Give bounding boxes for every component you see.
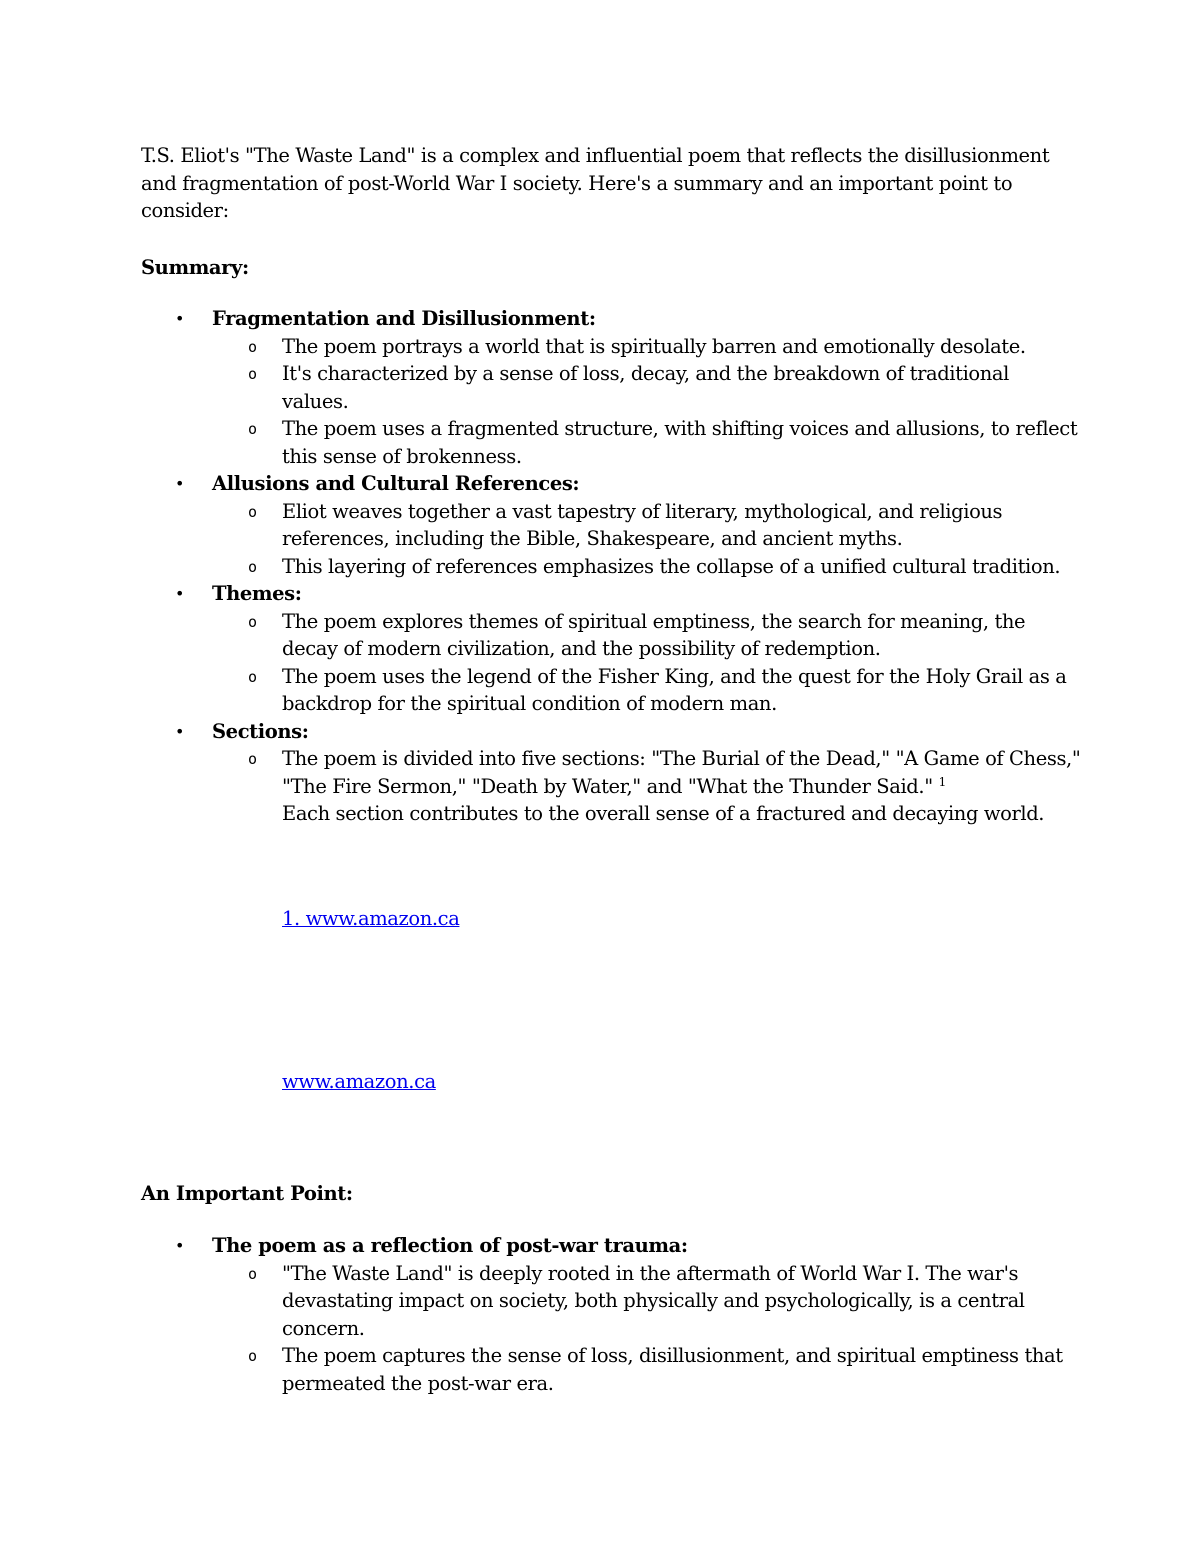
bullet-title: Allusions and Cultural References: [212,472,580,495]
sub-bullet-icon: o [248,502,257,521]
sub-item-text: The poem uses a fragmented structure, with shifting voices and allusions, to reflect this sense of brokenness. [282,417,1078,468]
sub-list-item [141,360,1081,415]
sub-bullet-icon: o [248,365,257,383]
bullet-icon: • [175,584,185,603]
sub-bullet-icon: o [248,1347,257,1365]
sub-item-text: The poem uses the legend of the Fisher King, and the quest for the Holy Grail as a backdrop for the spiritual condition of modern man. [282,664,1067,715]
sub-list-item [141,608,1081,663]
sub-list-item [141,333,1081,361]
bullet-title: Themes: [212,582,302,605]
summary-heading: Summary: [141,256,249,279]
sub-item-text: The poem explores themes of spiritual emptiness, the search for meaning, the decay of modern civilization, and the possibility of redemption. [282,609,1026,660]
list-item [141,1232,1081,1397]
sub-list-item [141,553,1081,581]
footnote-link[interactable]: 1. www.amazon.ca [282,907,460,930]
list-item [141,718,1081,828]
list-item [141,470,1081,580]
source-link[interactable]: www.amazon.ca [282,1070,436,1093]
sub-item-text: It's characterized by a sense of loss, decay, and the breakdown of traditional values. [282,362,1009,413]
sub-item-text: The poem captures the sense of loss, disillusionment, and spiritual emptiness that permeated the post-war era. [282,1344,1063,1395]
sub-bullet-icon: o [248,337,257,356]
sub-item-text: The poem portrays a world that is spiritually barren and emotionally desolate. [282,334,1026,358]
important-heading: An Important Point: [141,1182,353,1205]
footnote-marker: 1 [938,774,946,789]
sub-bullet-icon: o [248,612,257,631]
bullet-title: Fragmentation and Disillusionment: [212,307,596,330]
bullet-icon: • [175,721,185,741]
list-item [141,580,1081,718]
sub-list-item [141,1342,1081,1397]
sections-list-text: The poem is divided into five sections: "The Burial of the Dead," "A Game of Chess," "The Fire Sermon," "Death by Water," and "What the Thunder Said." [282,747,1081,798]
sub-list-item [141,498,1081,553]
list-item [141,305,1081,470]
sub-item-text [211,745,1081,828]
bullet-title: Sections: [212,719,309,743]
bullet-icon: • [175,474,185,493]
sub-list-item [141,663,1081,718]
sub-list-item [141,745,1081,828]
sub-bullet-icon: o [248,1264,257,1283]
summary-list [141,305,1081,828]
sub-item-text: "The Waste Land" is deeply rooted in the aftermath of World War I. The war's devastating impact on society, both physically and psychologically, is a central concern. [282,1261,1025,1340]
sub-list-item [141,1260,1081,1343]
sub-bullet-icon: o [248,750,257,768]
sections-tail-text: Each section contributes to the overall sense of a fractured and decaying world. [282,802,1045,825]
bullet-title: The poem as a reflection of post-war trauma: [212,1234,688,1257]
sub-bullet-icon: o [248,420,257,438]
sub-bullet-icon: o [248,557,257,576]
sub-list-item [141,415,1081,470]
bullet-icon: • [175,309,185,328]
intro-paragraph: T.S. Eliot's "The Waste Land" is a complex and influential poem that reflects the disillusionment and fragmentation of post-World War I society. Here's a summary and an important point to consider: [141,144,1050,222]
sub-bullet-icon: o [248,667,257,686]
bullet-icon: • [175,1236,185,1255]
important-list [141,1232,1081,1397]
sub-item-text: Eliot weaves together a vast tapestry of literary, mythological, and religious references, including the Bible, Shakespeare, and ancient myths. [282,499,1003,550]
sub-item-text: This layering of references emphasizes the collapse of a unified cultural tradition. [282,554,1061,578]
